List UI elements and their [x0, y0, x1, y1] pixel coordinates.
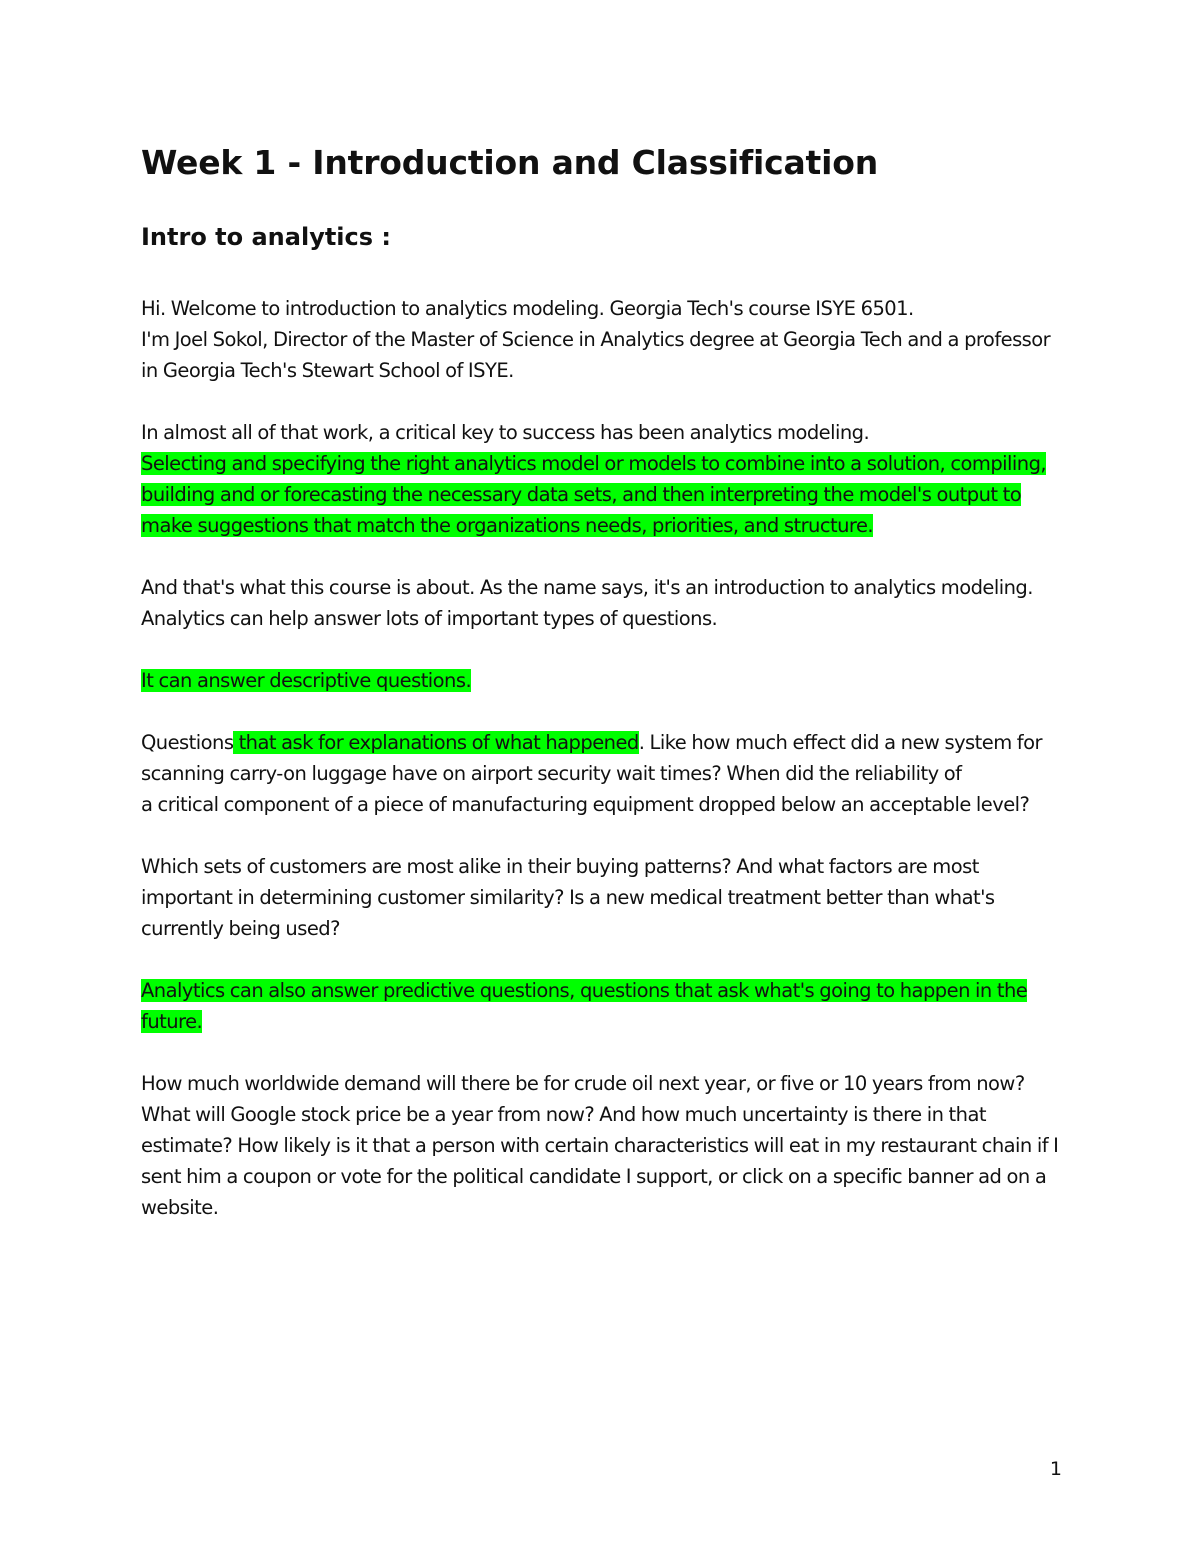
- intro-line-1: Hi. Welcome to introduction to analytics modeling. Georgia Tech's course ISYE 6501.: [141, 297, 914, 320]
- questions-text-start: Questions: [141, 731, 234, 754]
- document-page: [141, 140, 1061, 1223]
- highlighted-text: Analytics can also answer predictive questions, questions that ask what's going to happen in the future.: [141, 979, 1028, 1033]
- questions-paragraph: [141, 727, 1061, 820]
- customers-paragraph: Which sets of customers are most alike in their buying patterns? And what factors are most important in determining customer similarity? Is a new medical treatment better than what's currently being used?: [141, 855, 995, 940]
- highlighted-text: that ask for explanations of what happened: [233, 731, 639, 754]
- predictive-paragraph: [141, 975, 1061, 1037]
- intro-paragraph: [141, 293, 1061, 386]
- questions-text-rest: . Like how much effect did a new system for scanning carry-on luggage have on airport security wait times? When did the reliability of: [141, 731, 1042, 785]
- demand-paragraph: How much worldwide demand will there be for crude oil next year, or five or 10 years from now? What will Google stock price be a year from now? And how much uncertainty is there in that estimate? How likely is it that a person with certain characteristics will eat in my restaurant chain if I sent him a coupon or vote for the political candidate I support, or click on a specific banner ad on a website.: [141, 1072, 1059, 1219]
- highlighted-text: Selecting and specifying the right analytics model or models to combine into a solution, compiling, building and or forecasting the necessary data sets, and then interpreting the model's output to make suggestions that match the organizations needs, priorities, and structure.: [141, 452, 1047, 537]
- highlighted-text: It can answer descriptive questions.: [141, 669, 472, 692]
- document-title: Week 1 - Introduction and Classification: [141, 143, 878, 182]
- analytics-modeling-paragraph: [141, 417, 1061, 541]
- section-heading: Intro to analytics :: [141, 223, 391, 251]
- descriptive-paragraph: [141, 665, 1061, 696]
- analytics-modeling-text: In almost all of that work, a critical key to success has been analytics modeling.: [141, 421, 870, 444]
- questions-text-line-2: a critical component of a piece of manufacturing equipment dropped below an acceptable level?: [141, 793, 1030, 816]
- intro-line-2: I'm Joel Sokol, Director of the Master of Science in Analytics degree at Georgia Tech and a professor in Georgia Tech's Stewart School of ISYE.: [141, 328, 1051, 382]
- page-number: 1: [1049, 1458, 1062, 1480]
- course-about-paragraph: And that's what this course is about. As the name says, it's an introduction to analytics modeling. Analytics can help answer lots of important types of questions.: [141, 576, 1033, 630]
